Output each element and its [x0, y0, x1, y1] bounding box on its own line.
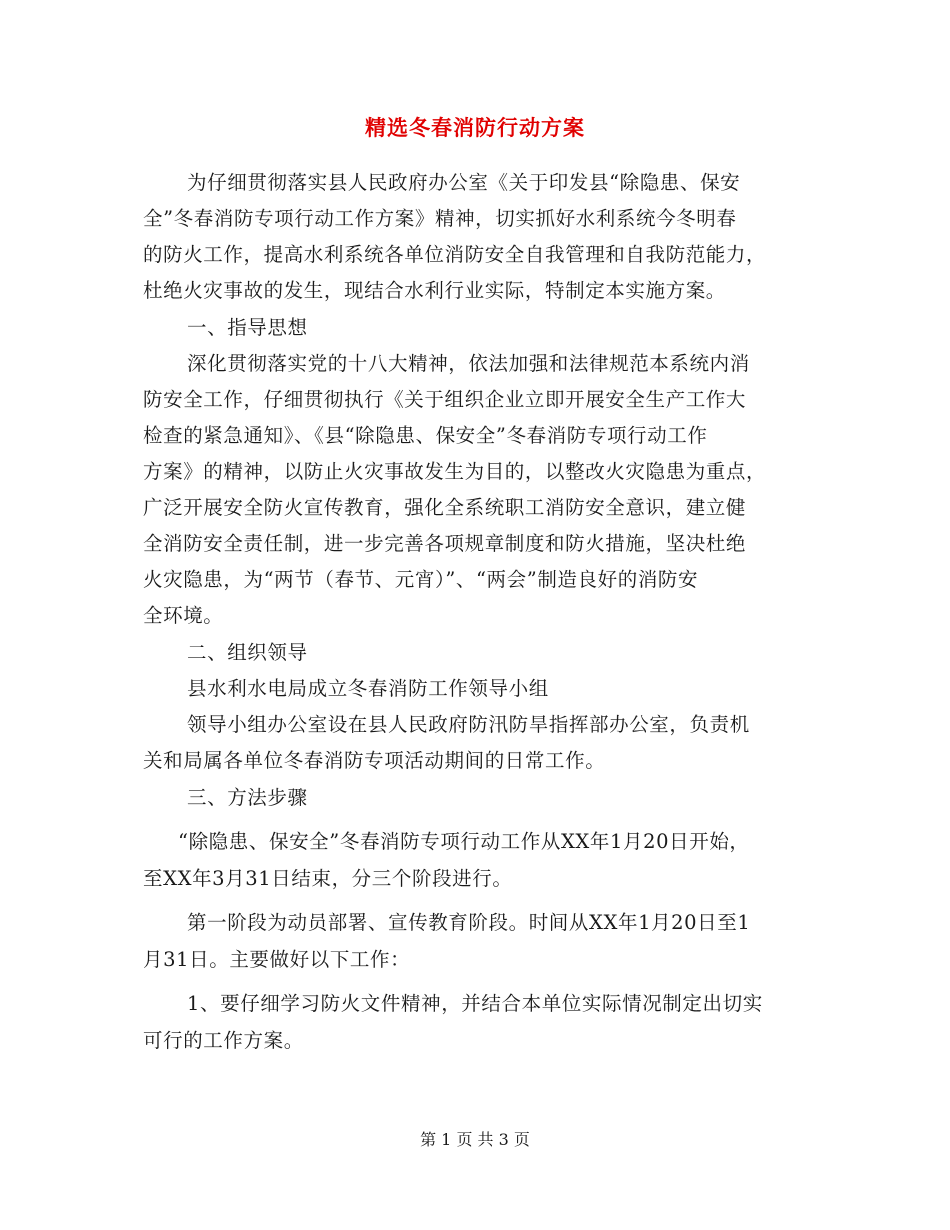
paragraph-line: 至XX年3月31日结束，分三个阶段进行。: [143, 867, 513, 890]
paragraph-line: 1、要仔细学习防火文件精神，并结合本单位实际情况制定出切实: [187, 992, 763, 1015]
paragraph-line: 为仔细贯彻落实县人民政府办公室《关于印发县“除隐患、保安: [187, 171, 741, 194]
paragraph-line: 月31日。主要做好以下工作：: [143, 948, 411, 971]
paragraph-line: 全环境。: [143, 604, 224, 627]
paragraph-line: 可行的工作方案。: [143, 1029, 304, 1052]
paragraph-line: 杜绝火灾事故的发生，现结合水利行业实际，特制定本实施方案。: [143, 279, 726, 302]
paragraph-line: 深化贯彻落实党的十八大精神，依法加强和法律规范本系统内消: [187, 352, 750, 375]
paragraph-line: 广泛开展安全防火宣传教育，强化全系统职工消防安全意识，建立健: [143, 496, 747, 519]
paragraph-line: 的防火工作，提高水利系统各单位消防安全自我管理和自我防范能力，: [143, 243, 767, 266]
section-heading: 三、方法步骤: [187, 786, 308, 809]
paragraph-line: 火灾隐患，为“两节（春节、元宵）”、“两会”制造良好的消防安: [143, 568, 699, 591]
paragraph-line: 防安全工作，仔细贯彻执行《关于组织企业立即开展安全生产工作大: [143, 388, 747, 411]
paragraph-line: 全”冬春消防专项行动工作方案》精神，切实抓好水利系统今冬明春: [143, 207, 737, 230]
paragraph-line: 领导小组办公室设在县人民政府防汛防旱指挥部办公室，负责机: [187, 713, 750, 736]
paragraph-line: 检查的紧急通知》、《县“除隐患、保安全”冬春消防专项行动工作: [143, 424, 708, 447]
section-heading: 二、组织领导: [187, 641, 308, 664]
paragraph-line: 第一阶段为动员部署、宣传教育阶段。时间从XX年1月20日至1: [187, 911, 751, 934]
paragraph-line: 关和局属各单位冬春消防专项活动期间的日常工作。: [143, 749, 606, 772]
paragraph-line: “除隐患、保安全”冬春消防专项行动工作从XX年1月20日开始，: [178, 830, 750, 853]
section-heading: 一、指导思想: [187, 316, 308, 339]
document-title: 精选冬春消防行动方案: [365, 115, 585, 140]
paragraph-line: 县水利水电局成立冬春消防工作领导小组: [187, 677, 549, 700]
paragraph-line: 方案》的精神，以防止火灾事故发生为目的，以整改火灾隐患为重点，: [143, 460, 767, 483]
page-footer: 第 1 页 共 3 页: [420, 1130, 530, 1149]
paragraph-line: 全消防安全责任制，进一步完善各项规章制度和防火措施，坚决杜绝: [143, 532, 747, 555]
